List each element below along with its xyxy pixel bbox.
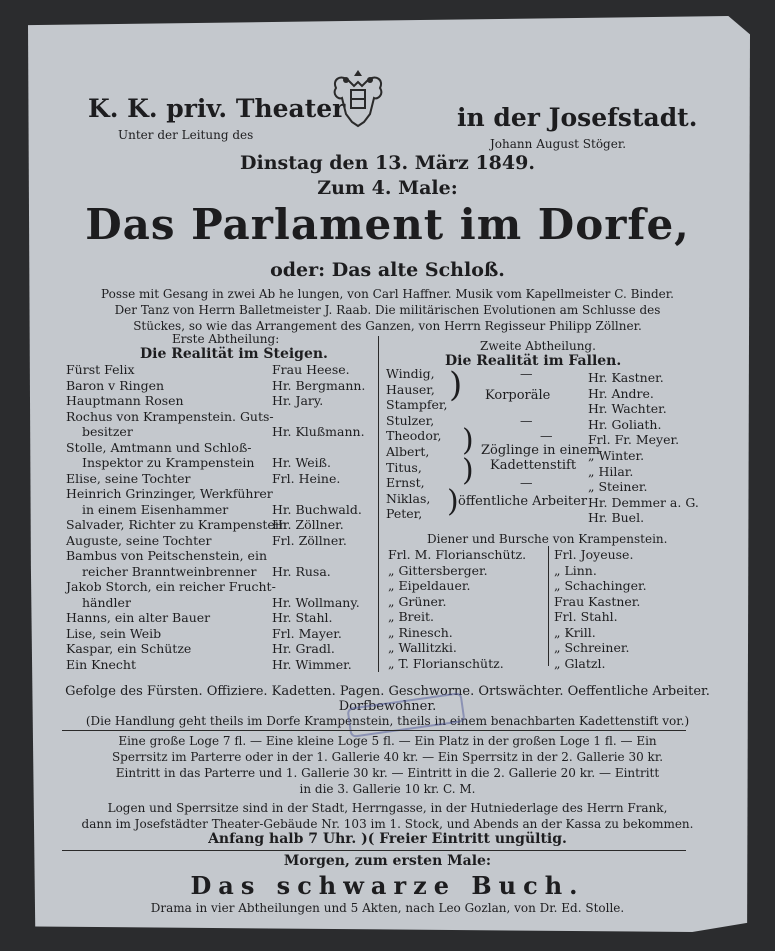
act2-dash: — bbox=[520, 412, 533, 428]
act1-role: Salvader, Richter zu Krampenstein bbox=[66, 517, 287, 532]
act1-role: besitzer bbox=[82, 424, 133, 439]
act1-label: Erste Abtheilung: bbox=[172, 332, 280, 346]
column-divider bbox=[378, 336, 379, 672]
servant-right: „ Linn. bbox=[554, 562, 597, 578]
act2-actor: „ Winter. bbox=[588, 448, 645, 463]
retinue-line-1: Gefolge des Fürsten. Offiziere. Kadetten. Pagen. Geschworne. Ortswächter. Oeffentliche Arbeiter. bbox=[65, 684, 710, 699]
theater-name-right: in der Josefstadt. bbox=[457, 103, 698, 132]
act1-role: Hauptmann Rosen bbox=[66, 393, 184, 408]
servant-right: „ Schreiner. bbox=[554, 640, 630, 655]
act1-role: Hanns, ein alter Bauer bbox=[66, 610, 211, 625]
act1-actor: Hr. Bergmann. bbox=[272, 377, 366, 393]
act2-actor: Hr. Wachter. bbox=[588, 401, 667, 417]
act2-role: Hauser, bbox=[386, 381, 435, 397]
price-line-1: Eine große Loge 7 fl. — Eine kleine Loge 5 fl. — Ein Platz in der großen Loge 1 fl. — Ein bbox=[118, 734, 657, 748]
act2-role: Niklas, bbox=[386, 490, 431, 506]
theater-name-left: K. K. priv. Theater bbox=[88, 94, 346, 123]
servant-left: „ Grüner. bbox=[388, 593, 447, 609]
act1-role: Heinrich Grinzinger, Werkführer bbox=[66, 486, 273, 501]
act1-role: Kaspar, ein Schütze bbox=[66, 641, 192, 656]
act1-actor: Hr. Zöllner. bbox=[272, 517, 344, 532]
servant-right: Frau Kastner. bbox=[554, 593, 641, 609]
credit-line-1: Posse mit Gesang in zwei Ab he lungen, von Carl Haffner. Musik vom Kapellmeister C. Binder. bbox=[101, 287, 674, 301]
price-line-3: Eintritt in das Parterre und 1. Gallerie 30 kr. — Eintritt in die 2. Gallerie 20 kr. — Eintritt bbox=[115, 766, 660, 780]
servant-right: „ Glatzl. bbox=[554, 655, 606, 671]
direction-left: Unter der Leitung des bbox=[118, 128, 254, 142]
act2-role: Peter, bbox=[386, 506, 423, 522]
act2-dash: — bbox=[520, 366, 533, 381]
servant-right: Frl. Joyeuse. bbox=[554, 547, 634, 562]
brace-arbeiter: ) bbox=[447, 484, 459, 519]
brace-korporale: ) bbox=[449, 365, 463, 405]
double-eagle-crest-icon bbox=[330, 66, 386, 128]
servant-right: „ Schachinger. bbox=[554, 578, 647, 593]
ticket-line-1: Logen und Sperrsitze sind in der Stadt, Herrngasse, in der Hutniederlage des Herrn Frank, bbox=[107, 801, 668, 815]
rule-2 bbox=[62, 850, 686, 851]
act1-actor: Frl. Mayer. bbox=[272, 625, 342, 641]
act1-role: Lise, sein Weib bbox=[66, 625, 162, 641]
next-play-credit: Drama in vier Abtheilungen und 5 Akten, nach Leo Gozlan, von Dr. Ed. Stolle. bbox=[150, 901, 625, 915]
next-play-title: Das schwarze Buch. bbox=[190, 871, 585, 900]
act2-dash: — bbox=[520, 475, 533, 491]
act2-dash: — bbox=[540, 428, 553, 444]
act2-role: Theodor, bbox=[386, 428, 442, 444]
servants-title: Diener und Bursche von Krampenstein. bbox=[427, 532, 668, 546]
act2-actor: Frl. Fr. Meyer. bbox=[588, 432, 680, 448]
servants-divider bbox=[548, 546, 549, 666]
brace-zoeglinge-top: ) bbox=[462, 423, 474, 458]
act1-role: händler bbox=[82, 594, 131, 610]
performance-count: Zum 4. Male: bbox=[317, 177, 458, 199]
act1-role: Bambus von Peitschenstein, ein bbox=[66, 548, 268, 563]
act1-role: Baron v Ringen bbox=[66, 377, 165, 393]
act1-role: Fürst Felix bbox=[66, 362, 135, 377]
servant-left: „ Eipeldauer. bbox=[388, 578, 471, 593]
retinue-line-2: Dorfbewohner. bbox=[338, 699, 437, 714]
rule-1 bbox=[62, 730, 686, 731]
direction-right: Johann August Stöger. bbox=[490, 137, 627, 151]
servant-left: „ Rinesch. bbox=[388, 624, 453, 640]
group-zoeglinge-1: Zöglinge in einem bbox=[481, 443, 600, 458]
act1-title: Die Realität im Steigen. bbox=[140, 346, 328, 362]
act1-actor: Frl. Heine. bbox=[272, 470, 341, 486]
price-line-4: in die 3. Gallerie 10 kr. C. M. bbox=[299, 782, 476, 796]
act1-role: Jakob Storch, ein reicher Frucht- bbox=[66, 579, 276, 594]
act1-role: Inspektor zu Krampenstein bbox=[82, 455, 255, 470]
start-time: Anfang halb 7 Uhr. )( Freier Eintritt ungültig. bbox=[208, 831, 567, 847]
ticket-line-2: dann im Josefstädter Theater-Gebäude Nr. 103 im 1. Stock, und Abends an der Kassa zu bekommen. bbox=[81, 817, 694, 831]
act2-actor: Hr. Goliath. bbox=[588, 416, 662, 432]
act1-role: Auguste, seine Tochter bbox=[66, 532, 212, 548]
credit-line-3: Stückes, so wie das Arrangement des Ganzen, von Herrn Regisseur Philipp Zöllner. bbox=[133, 319, 642, 333]
servant-right: Frl. Stahl. bbox=[554, 609, 618, 624]
act1-actor: Frl. Zöllner. bbox=[272, 532, 347, 548]
act1-actor: Hr. Gradl. bbox=[272, 641, 335, 656]
act2-actor: „ Steiner. bbox=[588, 479, 648, 495]
act1-actor: Hr. Wimmer. bbox=[272, 656, 352, 672]
act2-role: Stulzer, bbox=[386, 412, 435, 428]
act2-role: Windig, bbox=[386, 366, 435, 381]
act2-role: Ernst, bbox=[386, 475, 425, 491]
performance-date: Dinstag den 13. März 1849. bbox=[240, 152, 535, 174]
act1-actor: Hr. Weiß. bbox=[272, 455, 331, 470]
brace-zoeglinge-bottom: ) bbox=[462, 453, 474, 488]
act2-actor: Hr. Andre. bbox=[588, 385, 654, 401]
act1-role: reicher Branntweinbrenner bbox=[82, 563, 257, 579]
act2-label: Zweite Abtheilung. bbox=[480, 339, 596, 353]
act1-role: in einem Eisenhammer bbox=[82, 501, 229, 517]
servant-right: „ Krill. bbox=[554, 624, 596, 640]
act2-role: Stampfer, bbox=[386, 397, 448, 413]
credit-line-2: Der Tanz von Herrn Balletmeister J. Raab. Die militärischen Evolutionen am Schlusse des bbox=[114, 303, 661, 317]
act2-actor: Hr. Demmer a. G. bbox=[588, 494, 699, 510]
act1-role: Stolle, Amtmann und Schloß- bbox=[66, 439, 252, 455]
act1-role: Rochus von Krampenstein. Guts- bbox=[66, 408, 274, 424]
act1-actor: Hr. Jary. bbox=[272, 393, 324, 408]
servant-left: „ Gittersberger. bbox=[388, 562, 488, 578]
play-subtitle: oder: Das alte Schloß. bbox=[270, 259, 505, 281]
act2-role: Albert, bbox=[386, 444, 430, 459]
act2-title: Die Realität im Fallen. bbox=[445, 353, 622, 369]
act1-actor: Hr. Wollmany. bbox=[272, 594, 360, 610]
group-korporale: Korporäle bbox=[485, 388, 551, 403]
act2-actor: „ Hilar. bbox=[588, 463, 634, 479]
servant-left: „ Breit. bbox=[388, 609, 435, 624]
servant-left: „ T. Florianschütz. bbox=[388, 655, 504, 671]
servant-left: „ Wallitzki. bbox=[388, 640, 457, 655]
group-zoeglinge-2: Kadettenstift bbox=[490, 458, 577, 473]
act1-actor: Hr. Klußmann. bbox=[272, 424, 365, 439]
setting-note: (Die Handlung geht theils im Dorfe Krampenstein, theils in einem benachbarten Kadettenstift vor.) bbox=[85, 714, 690, 728]
act1-role: Elise, seine Tochter bbox=[66, 470, 191, 486]
act2-role: Titus, bbox=[386, 459, 422, 475]
act1-role: Ein Knecht bbox=[66, 656, 137, 672]
price-line-2: Sperrsitz im Parterre oder in der 1. Gallerie 40 kr. — Ein Sperrsitz in der 2. Gallerie 30 kr. bbox=[111, 750, 664, 764]
group-arbeiter: öffentliche Arbeiter bbox=[458, 494, 588, 509]
act2-actor: Hr. Kastner. bbox=[588, 370, 664, 385]
servant-left: Frl. M. Florianschütz. bbox=[388, 547, 527, 562]
play-title: Das Parlament im Dorfe, bbox=[85, 200, 690, 249]
act1-actor: Frau Heese. bbox=[272, 362, 350, 377]
act1-actor: Hr. Stahl. bbox=[272, 610, 333, 625]
act2-actor: Hr. Buel. bbox=[588, 510, 645, 526]
tomorrow-label: Morgen, zum ersten Male: bbox=[283, 853, 492, 869]
act1-actor: Hr. Rusa. bbox=[272, 563, 331, 579]
act1-actor: Hr. Buchwald. bbox=[272, 501, 362, 517]
